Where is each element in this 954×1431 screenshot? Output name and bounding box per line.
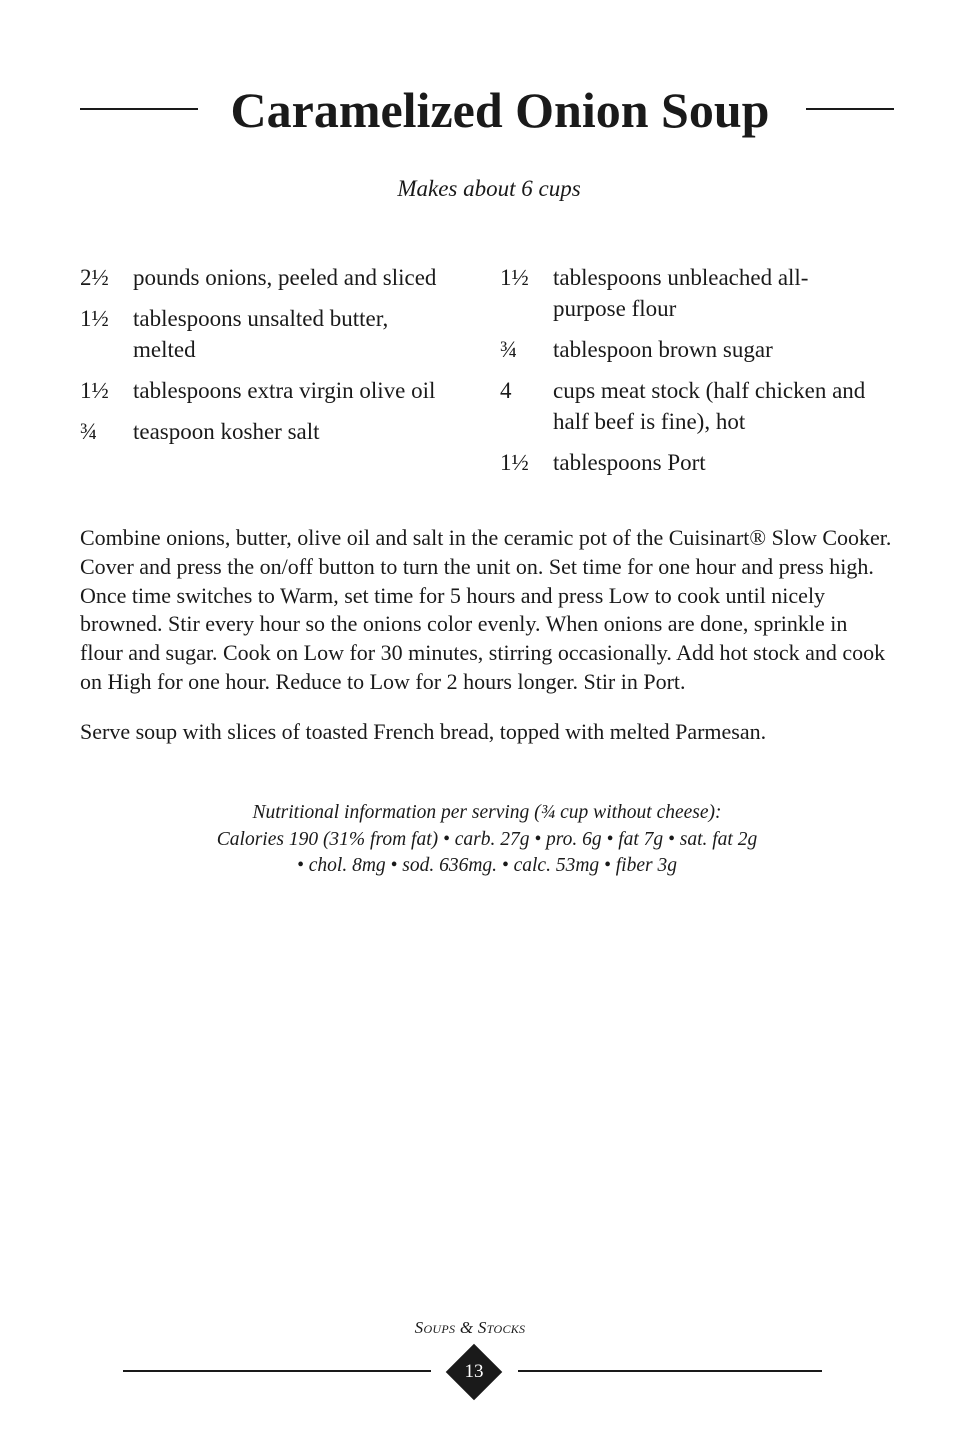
ingredient-qty: 1½ xyxy=(500,450,529,475)
ingredient-item xyxy=(500,375,900,437)
ingredients-column-left xyxy=(80,262,480,457)
ingredient-item xyxy=(80,416,480,447)
ingredient-qty: 2½ xyxy=(80,265,109,290)
ingredient-item xyxy=(80,303,480,365)
ingredient-desc: teaspoon kosher salt xyxy=(133,419,320,444)
ingredient-item xyxy=(80,262,480,293)
page-title: Caramelized Onion Soup xyxy=(230,82,770,138)
ingredient-desc: tablespoons unbleached all-purpose flour xyxy=(553,265,809,321)
ingredient-item xyxy=(500,262,900,324)
ingredient-qty: 4 xyxy=(500,378,512,403)
ingredient-desc: tablespoons unsalted butter, melted xyxy=(133,306,389,362)
ingredient-desc: cups meat stock (half chicken and half beef is fine), hot xyxy=(553,378,866,434)
ingredient-qty: 1½ xyxy=(500,265,529,290)
title-row xyxy=(80,78,894,142)
ingredient-desc: pounds onions, peeled and sliced xyxy=(133,265,437,290)
page-number: 13 xyxy=(464,1361,484,1382)
serving-suggestion: Serve soup with slices of toasted French bread, topped with melted Parmesan. xyxy=(80,718,767,744)
footer-rule-right xyxy=(518,1370,822,1372)
nutrition-line: • chol. 8mg • sod. 636mg. • calc. 53mg • fiber 3g xyxy=(297,855,677,876)
ingredient-item xyxy=(80,375,480,406)
recipe-directions xyxy=(80,524,894,768)
footer-section-title: Soups & Stocks xyxy=(414,1318,526,1337)
ingredients-column-right xyxy=(500,262,900,488)
ingredient-qty: 1½ xyxy=(80,306,109,331)
ingredient-desc: tablespoons Port xyxy=(553,450,706,475)
footer-rule-left xyxy=(123,1370,431,1372)
recipe-yield: Makes about 6 cups xyxy=(397,176,581,201)
ingredient-qty: 1½ xyxy=(80,378,109,403)
nutrition-line: Calories 190 (31% from fat) • carb. 27g • pro. 6g • fat 7g • sat. fat 2g xyxy=(216,828,758,850)
directions-paragraph: Combine onions, butter, olive oil and salt in the ceramic pot of the Cuisinart® Slow Cooker. Cover and press the on/off button to turn the unit on. Set time for one hour and press high. Once time switches to Warm, set time for 5 hours and press Low to cook until nicely browned. Stir every hour so the onions color evenly. When onions are done, sprinkle in flour and sugar. Cook on Low for 30 minutes, stirring occasionally. Add hot stock and cook on High for one hour. Reduce to Low for 2 hours longer. Stir in Port. xyxy=(80,525,892,694)
ingredient-qty: ¾ xyxy=(80,419,98,444)
ingredient-desc: tablespoon brown sugar xyxy=(553,337,773,362)
ingredient-item xyxy=(500,447,900,478)
ingredient-qty: ¾ xyxy=(500,337,518,362)
title-rule-right xyxy=(806,108,894,110)
ingredient-desc: tablespoons extra virgin olive oil xyxy=(133,378,436,403)
nutrition-heading: Nutritional information per serving (¾ cup without cheese): xyxy=(252,802,722,823)
title-rule-left xyxy=(80,108,198,110)
ingredient-item xyxy=(500,334,900,365)
nutrition-info xyxy=(80,800,894,880)
